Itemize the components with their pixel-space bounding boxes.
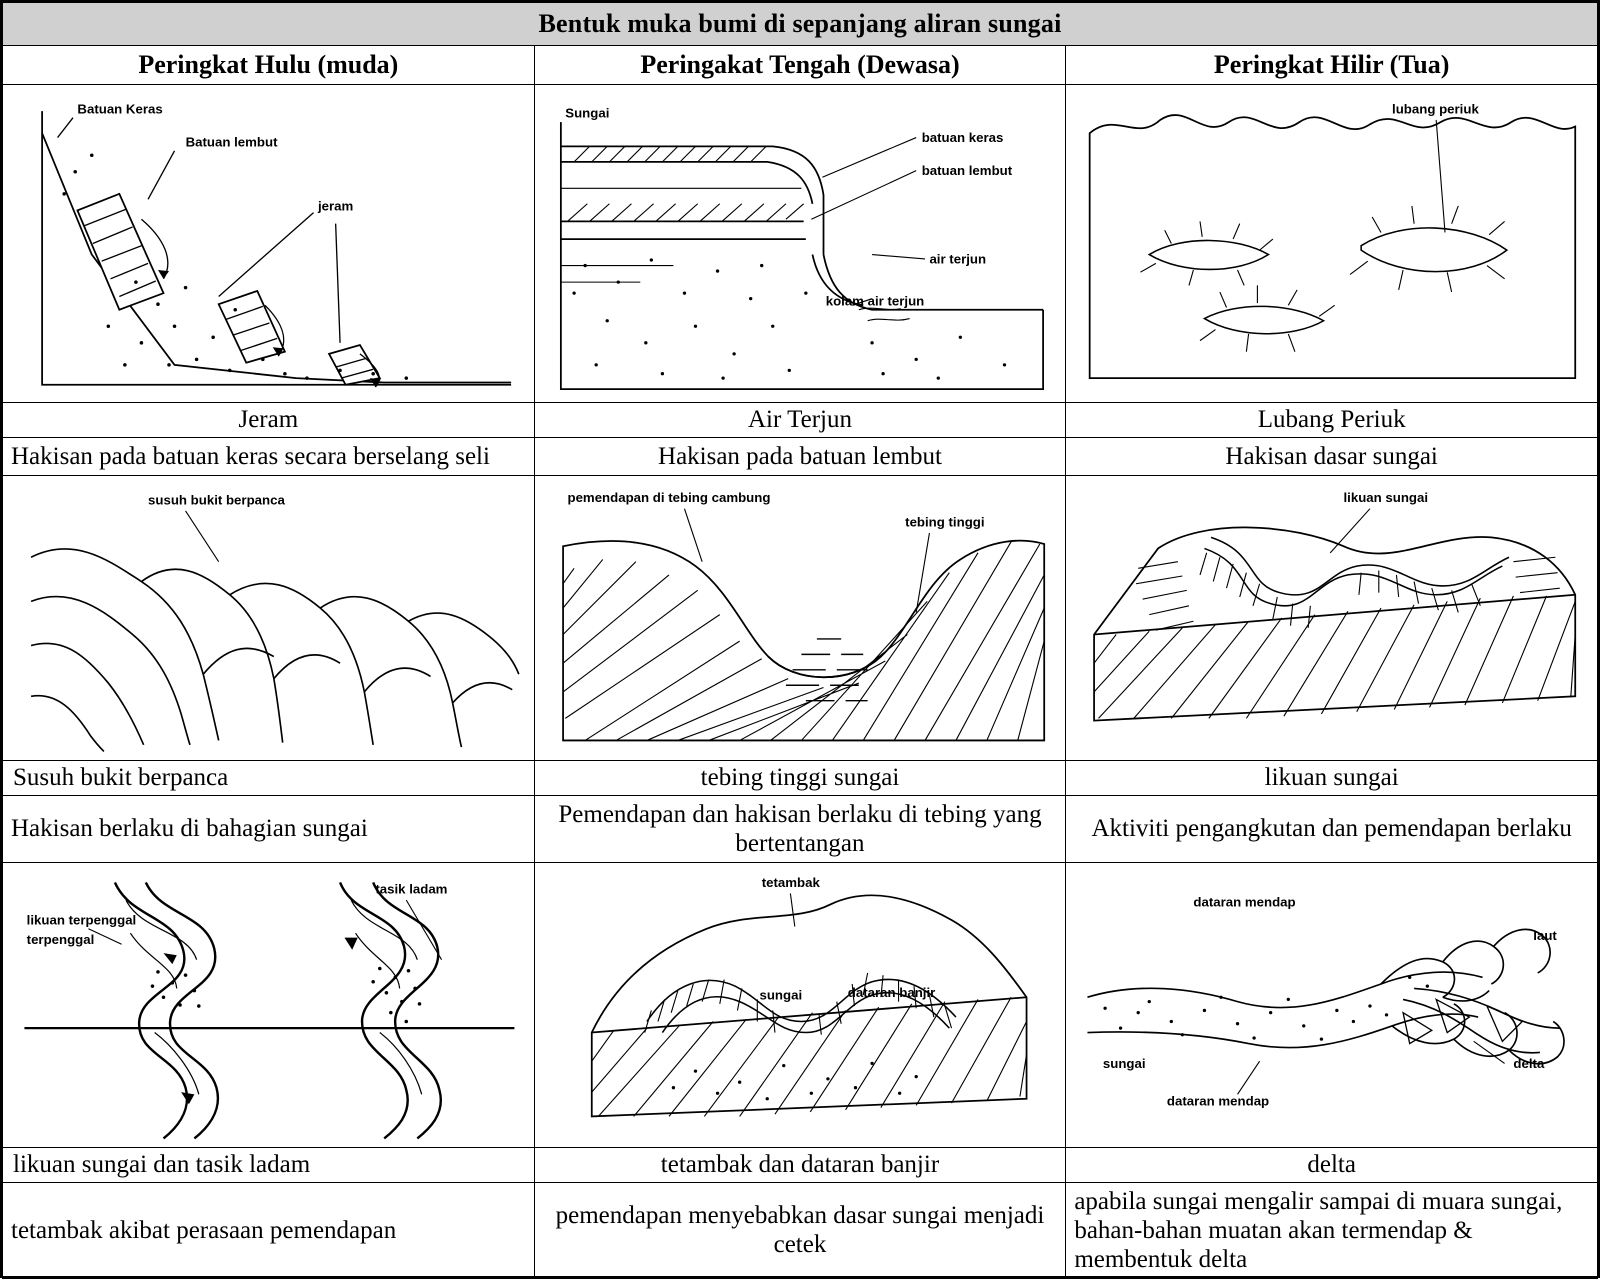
figure-row-3 (3, 862, 1598, 1147)
landform-name: Lubang Periuk (1066, 403, 1598, 438)
landform-description: Hakisan berlaku di bahagian sungai (3, 795, 535, 862)
figure-label: dataran mendap (1167, 1093, 1270, 1109)
page-title: Bentuk muka bumi di sepanjang aliran sungai (3, 3, 1598, 46)
table-header-row (3, 46, 1598, 85)
figure-delta (1066, 862, 1598, 1147)
figure-label: tetambak (761, 874, 820, 890)
figure-label: susuh bukit berpanca (148, 492, 285, 508)
figure-label: tebing tinggi (904, 514, 985, 530)
landform-description: Aktiviti pengangkutan dan pemendapan berlaku (1066, 795, 1598, 862)
landform-name: Jeram (3, 403, 535, 438)
figure-label: batuan keras (921, 129, 1004, 145)
landform-description: apabila sungai mengalir sampai di muara sungai, bahan-bahan muatan akan termendap & membentuk delta (1066, 1182, 1598, 1278)
figure-label: pemendapan di tebing cambung (567, 490, 771, 506)
figure-label: air terjun (929, 251, 986, 267)
figure-label: sungai (759, 987, 802, 1003)
figure-label: dataran banjir (847, 985, 935, 1001)
figure-label: jeram (317, 198, 354, 214)
figure-label: kolam air terjun (825, 293, 924, 309)
landform-name: delta (1066, 1147, 1598, 1182)
figure-label: sungai (1103, 1055, 1146, 1071)
landform-description: pemendapan menyebabkan dasar sungai menjadi cetek (534, 1182, 1066, 1278)
figure-label: Sungai (564, 105, 610, 121)
figure-label: tasik ladam (375, 881, 448, 897)
column-header-hulu: Peringkat Hulu (muda) (3, 46, 535, 85)
figure-label: likuan sungai (1343, 490, 1429, 506)
figure-label: laut (1533, 927, 1558, 943)
figure-susuh-bukit (3, 476, 535, 761)
landform-name: Susuh bukit berpanca (3, 760, 535, 795)
figure-tasik-ladam (3, 862, 535, 1147)
column-header-hilir: Peringkat Hilir (Tua) (1066, 46, 1598, 85)
name-row-1 (3, 403, 1598, 438)
column-header-tengah: Peringakat Tengah (Dewasa) (534, 46, 1066, 85)
figure-likuan-sungai (1066, 476, 1598, 761)
figure-tebing-tinggi (534, 476, 1066, 761)
landform-description: Hakisan dasar sungai (1066, 438, 1598, 476)
figure-row-1 (3, 85, 1598, 403)
landform-description: tetambak akibat perasaan pemendapan (3, 1182, 535, 1278)
description-row-1 (3, 438, 1598, 476)
figure-label-extra: terpenggal (26, 932, 95, 948)
table-title-row (3, 3, 1598, 46)
figure-label: dataran mendap (1193, 894, 1296, 910)
figure-label: likuan terpenggal (26, 912, 137, 928)
landform-name: tetambak dan dataran banjir (534, 1147, 1066, 1182)
description-row-3 (3, 1182, 1598, 1278)
figure-air-terjun (534, 85, 1066, 403)
name-row-3 (3, 1147, 1598, 1182)
figure-row-2 (3, 476, 1598, 761)
landform-description: Pemendapan dan hakisan berlaku di tebing yang bertentangan (534, 795, 1066, 862)
landform-name: likuan sungai (1066, 760, 1598, 795)
figure-jeram (3, 85, 535, 403)
river-landforms-table (2, 2, 1598, 1279)
figure-label: batuan lembut (921, 163, 1012, 179)
figure-lubang-periuk (1066, 85, 1598, 403)
landform-name: tebing tinggi sungai (534, 760, 1066, 795)
figure-label: Batuan lembut (185, 134, 278, 150)
figure-label: lubang periuk (1392, 101, 1480, 117)
landform-name: Air Terjun (534, 403, 1066, 438)
figure-label: delta (1513, 1055, 1545, 1071)
figure-label: Batuan Keras (77, 101, 163, 117)
figure-tetambak (534, 862, 1066, 1147)
description-row-2 (3, 795, 1598, 862)
name-row-2 (3, 760, 1598, 795)
landform-description: Hakisan pada batuan lembut (534, 438, 1066, 476)
landform-name: likuan sungai dan tasik ladam (3, 1147, 535, 1182)
landform-description: Hakisan pada batuan keras secara berselang seli (3, 438, 535, 476)
